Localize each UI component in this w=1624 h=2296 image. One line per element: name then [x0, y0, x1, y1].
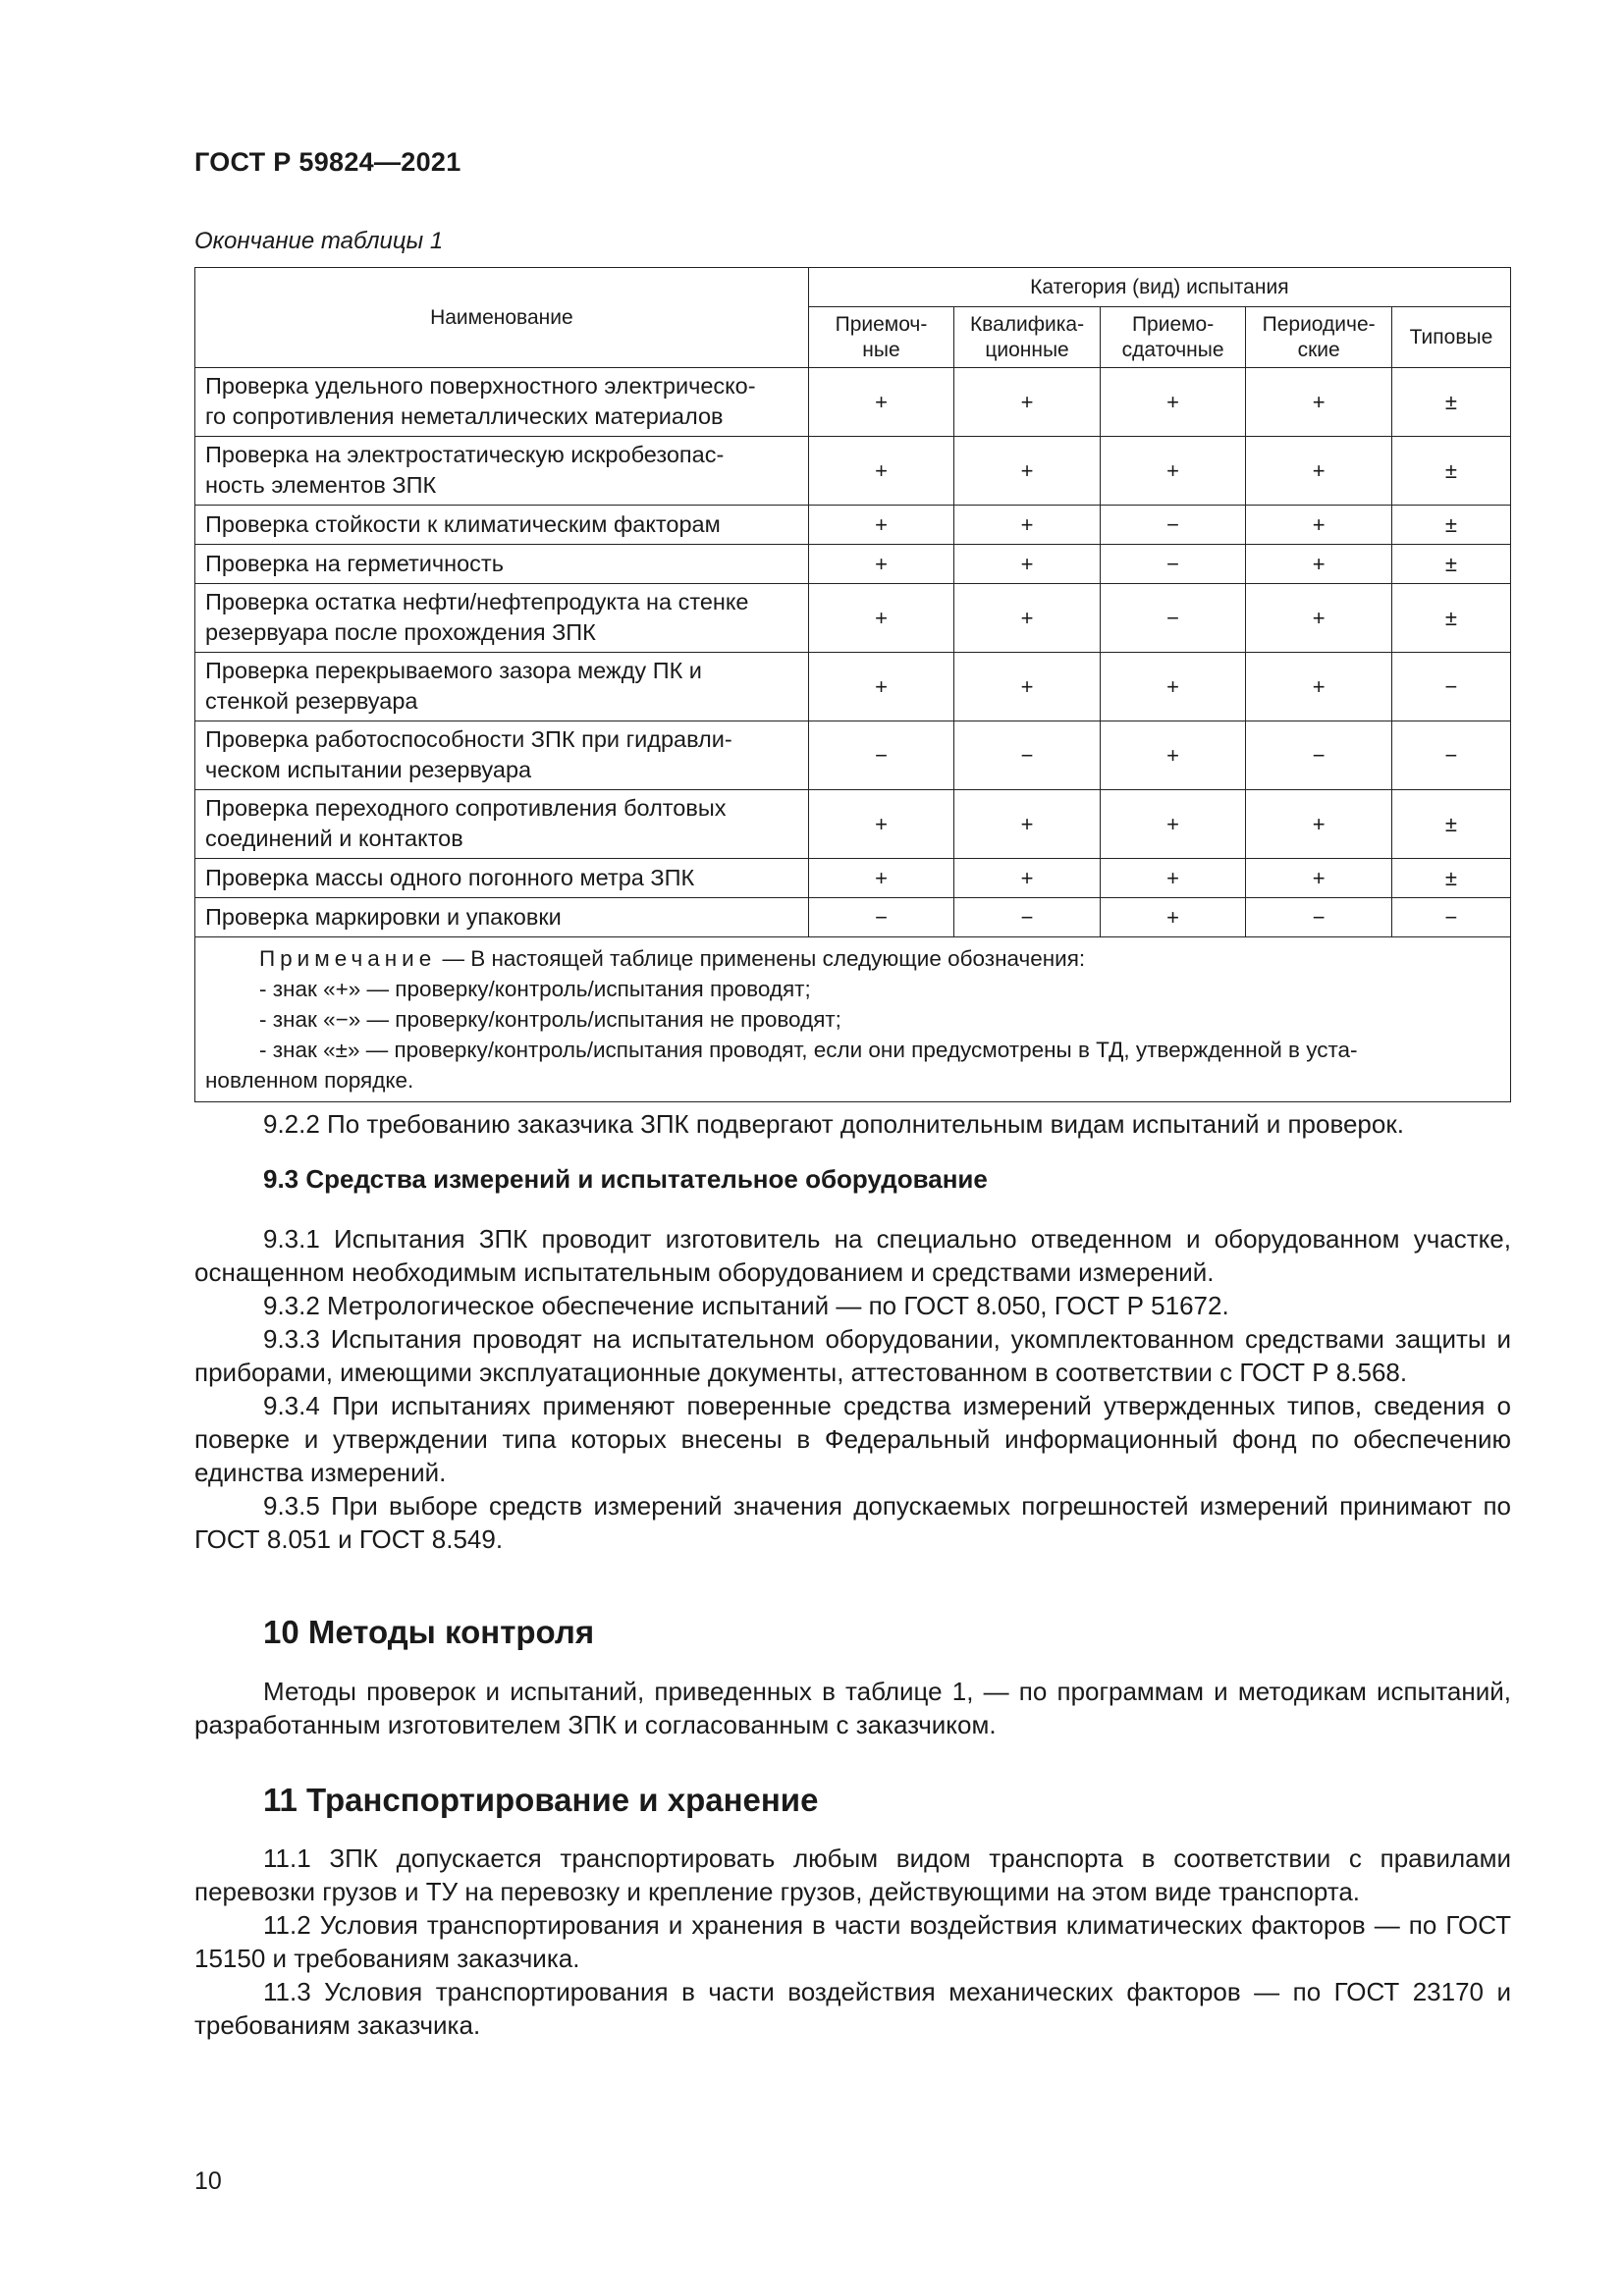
test-mark-cell: +: [1246, 653, 1392, 721]
note-title: Примечание: [259, 946, 437, 971]
test-mark-cell: −: [1391, 653, 1510, 721]
test-mark-cell: +: [954, 368, 1101, 437]
table-note: [195, 937, 1511, 1102]
test-mark-cell: −: [954, 898, 1101, 937]
note-line-plus: - знак «+» — проверку/контроль/испытания проводят;: [259, 977, 811, 1001]
note-line-continuation: новленном порядке.: [205, 1068, 414, 1093]
section-10-text: [194, 1675, 1511, 1741]
table-row: [195, 437, 1511, 506]
paragraph-9-3-3: 9.3.3 Испытания проводят на испытательном оборудовании, укомплектованном средствами защиты и приборами, имеющими эксплуатационные документы, аттестованном в соответствии с ГОСТ Р 8.568.: [194, 1324, 1511, 1387]
test-mark-cell: +: [1100, 898, 1246, 937]
test-mark-cell: +: [808, 859, 954, 898]
column-subheader: Приемоч- ные: [808, 307, 954, 368]
paragraph-10: Методы проверок и испытаний, приведенных в таблице 1, — по программам и методикам испытаний, разработанным изготовителем ЗПК и согласованным с заказчиком.: [194, 1677, 1511, 1739]
test-mark-cell: +: [1246, 790, 1392, 859]
test-mark-cell: +: [808, 584, 954, 653]
table-row: [195, 584, 1511, 653]
paragraph-11-1: 11.1 ЗПК допускается транспортировать любым видом транспорта в соответствии с правилами перевозки грузов и ТУ на перевозку и крепление грузов, действующими на этом виде транспорта.: [194, 1843, 1511, 1906]
test-mark-cell: +: [954, 859, 1101, 898]
test-mark-cell: +: [808, 790, 954, 859]
paragraph-9-2-2: 9.2.2 По требованию заказчика ЗПК подвергают дополнительным видам испытаний и проверок.: [263, 1109, 1404, 1139]
table-row: [195, 898, 1511, 937]
note-intro: — В настоящей таблице применены следующие обозначения:: [436, 946, 1086, 971]
test-mark-cell: +: [1100, 721, 1246, 790]
table-caption: Окончание таблицы 1: [194, 228, 444, 254]
test-mark-cell: −: [1391, 898, 1510, 937]
table-row: [195, 721, 1511, 790]
paragraph-11-3: 11.3 Условия транспортирования в части воздействия механических факторов — по ГОСТ 23170 и требованиям заказчика.: [194, 1977, 1511, 2040]
table-row: [195, 790, 1511, 859]
test-mark-cell: ±: [1391, 584, 1510, 653]
column-subheader: Периодиче- ские: [1246, 307, 1392, 368]
test-mark-cell: +: [1100, 653, 1246, 721]
test-mark-cell: −: [1391, 721, 1510, 790]
test-mark-cell: +: [954, 790, 1101, 859]
test-mark-cell: ±: [1391, 506, 1510, 545]
column-header-category: Категория (вид) испытания: [808, 268, 1510, 307]
test-mark-cell: −: [808, 721, 954, 790]
tests-table: [194, 267, 1511, 1102]
paragraph-9-3-2: 9.3.2 Метрологическое обеспечение испытаний — по ГОСТ 8.050, ГОСТ Р 51672.: [263, 1291, 1229, 1320]
test-mark-cell: +: [1100, 368, 1246, 437]
row-name-cell: Проверка работоспособности ЗПК при гидравли- ческом испытании резервуара: [195, 721, 809, 790]
note-line-minus: - знак «−» — проверку/контроль/испытания не проводят;: [259, 1007, 841, 1032]
test-mark-cell: −: [1100, 584, 1246, 653]
test-mark-cell: −: [1100, 506, 1246, 545]
row-name-cell: Проверка переходного сопротивления болтовых соединений и контактов: [195, 790, 809, 859]
table-row: [195, 506, 1511, 545]
table-row: [195, 653, 1511, 721]
paragraph-9-2-2-block: [194, 1107, 1511, 1141]
paragraph-9-3-4: 9.3.4 При испытаниях применяют поверенные средства измерений утвержденных типов, сведения о поверке и утверждении типа которых внесены в Федеральный информационный фонд по обеспечению единства измерений.: [194, 1391, 1511, 1487]
row-name-cell: Проверка маркировки и упаковки: [195, 898, 809, 937]
row-name-cell: Проверка стойкости к климатическим факторам: [195, 506, 809, 545]
section-heading-11: 11 Транспортирование и хранение: [263, 1782, 819, 1818]
test-mark-cell: +: [808, 545, 954, 584]
column-header-name: Наименование: [195, 268, 809, 368]
test-mark-cell: −: [1246, 721, 1392, 790]
row-name-cell: Проверка на герметичность: [195, 545, 809, 584]
test-mark-cell: +: [1100, 437, 1246, 506]
test-mark-cell: +: [954, 653, 1101, 721]
test-mark-cell: +: [808, 506, 954, 545]
test-mark-cell: +: [954, 506, 1101, 545]
test-mark-cell: +: [1246, 437, 1392, 506]
test-mark-cell: ±: [1391, 859, 1510, 898]
test-mark-cell: +: [1100, 859, 1246, 898]
table-row: [195, 859, 1511, 898]
test-mark-cell: +: [1100, 790, 1246, 859]
test-mark-cell: ±: [1391, 368, 1510, 437]
table-row: [195, 368, 1511, 437]
test-mark-cell: +: [954, 584, 1101, 653]
test-mark-cell: −: [954, 721, 1101, 790]
test-mark-cell: +: [808, 368, 954, 437]
test-mark-cell: +: [1246, 506, 1392, 545]
section-heading-9-3: 9.3 Средства измерений и испытательное оборудование: [263, 1164, 988, 1194]
column-subheader: Типовые: [1391, 307, 1510, 368]
section-9-3-text: [194, 1222, 1511, 1556]
paragraph-9-3-1: 9.3.1 Испытания ЗПК проводит изготовитель на специально отведенном и оборудованном участке, оснащенном необходимым испытательным оборудованием и средствами измерений.: [194, 1224, 1511, 1287]
test-mark-cell: +: [954, 545, 1101, 584]
paragraph-11-2: 11.2 Условия транспортирования и хранения в части воздействия климатических факторов — по ГОСТ 15150 и требованиям заказчика.: [194, 1910, 1511, 1973]
row-name-cell: Проверка остатка нефти/нефтепродукта на стенке резервуара после прохождения ЗПК: [195, 584, 809, 653]
row-name-cell: Проверка удельного поверхностного электрическо- го сопротивления неметаллических материалов: [195, 368, 809, 437]
column-subheader: Приемо- сдаточные: [1100, 307, 1246, 368]
note-line-plusminus: - знак «±» — проверку/контроль/испытания проводят, если они предусмотрены в ТД, утвержденной в уста-: [259, 1038, 1358, 1062]
test-mark-cell: +: [808, 437, 954, 506]
page-number: 10: [194, 2167, 222, 2195]
test-mark-cell: +: [954, 437, 1101, 506]
test-mark-cell: +: [1246, 545, 1392, 584]
section-11-text: [194, 1842, 1511, 2042]
row-name-cell: Проверка перекрываемого зазора между ПК и стенкой резервуара: [195, 653, 809, 721]
test-mark-cell: +: [1246, 584, 1392, 653]
table-row: [195, 545, 1511, 584]
test-mark-cell: ±: [1391, 545, 1510, 584]
paragraph-9-3-5: 9.3.5 При выборе средств измерений значения допускаемых погрешностей измерений принимают по ГОСТ 8.051 и ГОСТ 8.549.: [194, 1491, 1511, 1554]
test-mark-cell: −: [1246, 898, 1392, 937]
row-name-cell: Проверка на электростатическую искробезопас- ность элементов ЗПК: [195, 437, 809, 506]
column-subheader: Квалифика- ционные: [954, 307, 1101, 368]
test-mark-cell: +: [1246, 368, 1392, 437]
test-mark-cell: ±: [1391, 437, 1510, 506]
section-heading-10: 10 Методы контроля: [263, 1614, 595, 1650]
test-mark-cell: +: [1246, 859, 1392, 898]
test-mark-cell: ±: [1391, 790, 1510, 859]
test-mark-cell: −: [1100, 545, 1246, 584]
test-mark-cell: +: [808, 653, 954, 721]
document-id-header: ГОСТ Р 59824—2021: [194, 147, 461, 177]
test-mark-cell: −: [808, 898, 954, 937]
tests-table-body: [195, 368, 1511, 937]
row-name-cell: Проверка массы одного погонного метра ЗПК: [195, 859, 809, 898]
